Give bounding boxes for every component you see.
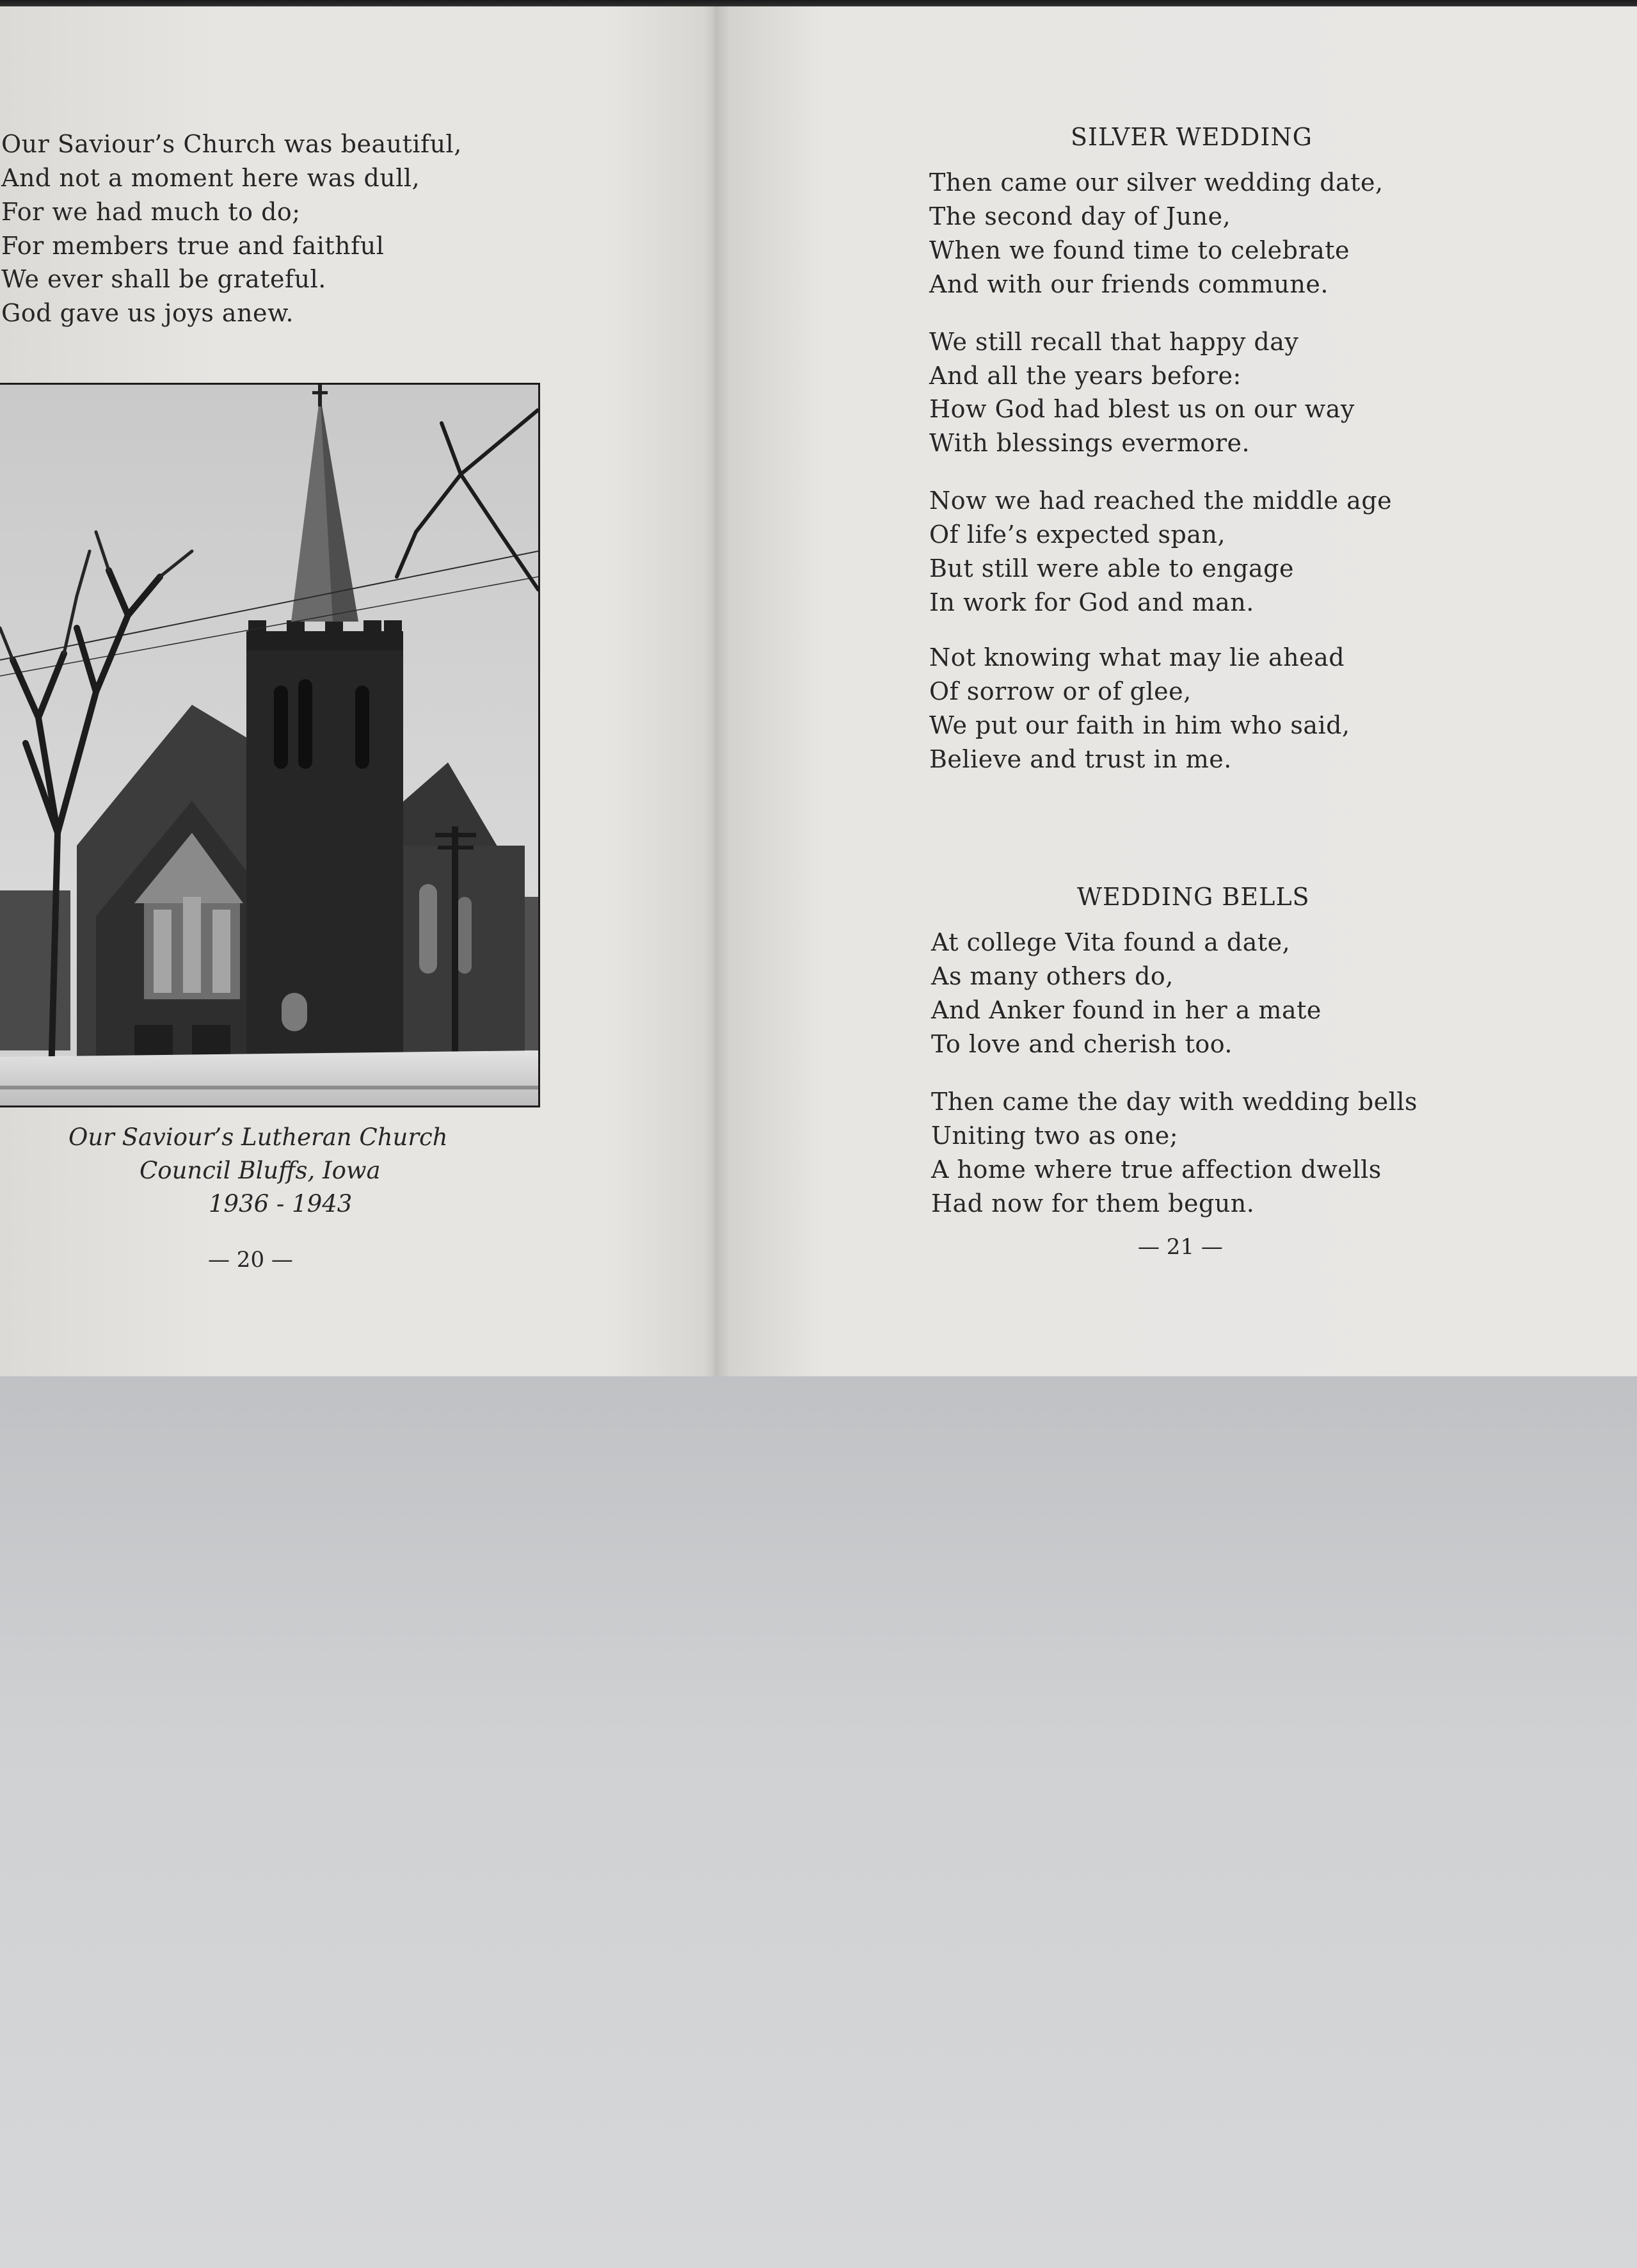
poem-line: We ever shall be grateful.	[1, 265, 326, 293]
poem-line: For members true and faithful	[1, 232, 385, 260]
poem-line: Believe and trust in me.	[929, 745, 1232, 773]
poem-line: At college Vita found a date,	[931, 928, 1291, 956]
poem-line: For we had much to do;	[1, 198, 301, 226]
poem-line: Then came our silver wedding date,	[929, 168, 1384, 197]
poem-line: And Anker found in her a mate	[931, 996, 1322, 1024]
poem-line: With blessings evermore.	[929, 429, 1250, 457]
poem-title: SILVER WEDDING	[1071, 123, 1313, 151]
poem-line: God gave us joys anew.	[1, 299, 294, 327]
poem-line: Not knowing what may lie ahead	[929, 643, 1345, 672]
poem-line: Our Saviour’s Church was beautiful,	[1, 130, 462, 158]
poem-line: Now we had reached the middle age	[929, 487, 1393, 515]
poem-line: Of sorrow or of glee,	[929, 677, 1192, 705]
poem-line: How God had blest us on our way	[929, 395, 1355, 423]
poem-line: Uniting two as one;	[931, 1122, 1179, 1150]
page-number-left: — 20 —	[208, 1247, 293, 1273]
booklet-spread	[0, 6, 1637, 1376]
poem-line: Then came the day with wedding bells	[931, 1088, 1418, 1116]
poem-line: We still recall that happy day	[929, 328, 1299, 356]
page-20	[0, 6, 714, 1376]
poem-line: And all the years before:	[929, 362, 1242, 390]
book-gutter	[704, 6, 730, 1376]
poem-line: But still were able to engage	[929, 554, 1294, 583]
poem-line: The second day of June,	[929, 202, 1231, 230]
caption-line: Our Saviour’s Lutheran Church	[68, 1123, 448, 1151]
poem-line: Had now for them begun.	[931, 1189, 1255, 1218]
church-photograph	[0, 383, 540, 1107]
poem-line: We put our faith in him who said,	[929, 711, 1350, 739]
page-number-right: — 21 —	[1138, 1234, 1223, 1260]
poem-line: A home where true affection dwells	[931, 1155, 1382, 1184]
poem-line: To love and cherish too.	[931, 1030, 1233, 1058]
poem-title: WEDDING BELLS	[1077, 883, 1310, 911]
poem-line: When we found time to celebrate	[929, 236, 1350, 264]
church-photo-illustration	[0, 385, 538, 1106]
poem-line: Of life’s expected span,	[929, 520, 1226, 549]
poem-line: As many others do,	[931, 962, 1174, 990]
poem-line: And with our friends commune.	[929, 270, 1329, 298]
caption-line: Council Bluffs, Iowa	[140, 1157, 381, 1184]
poem-line: In work for God and man.	[929, 588, 1254, 616]
poem-line: And not a moment here was dull,	[1, 164, 420, 192]
scanner-background	[0, 1376, 1637, 2268]
caption-line: 1936 - 1943	[209, 1190, 353, 1218]
